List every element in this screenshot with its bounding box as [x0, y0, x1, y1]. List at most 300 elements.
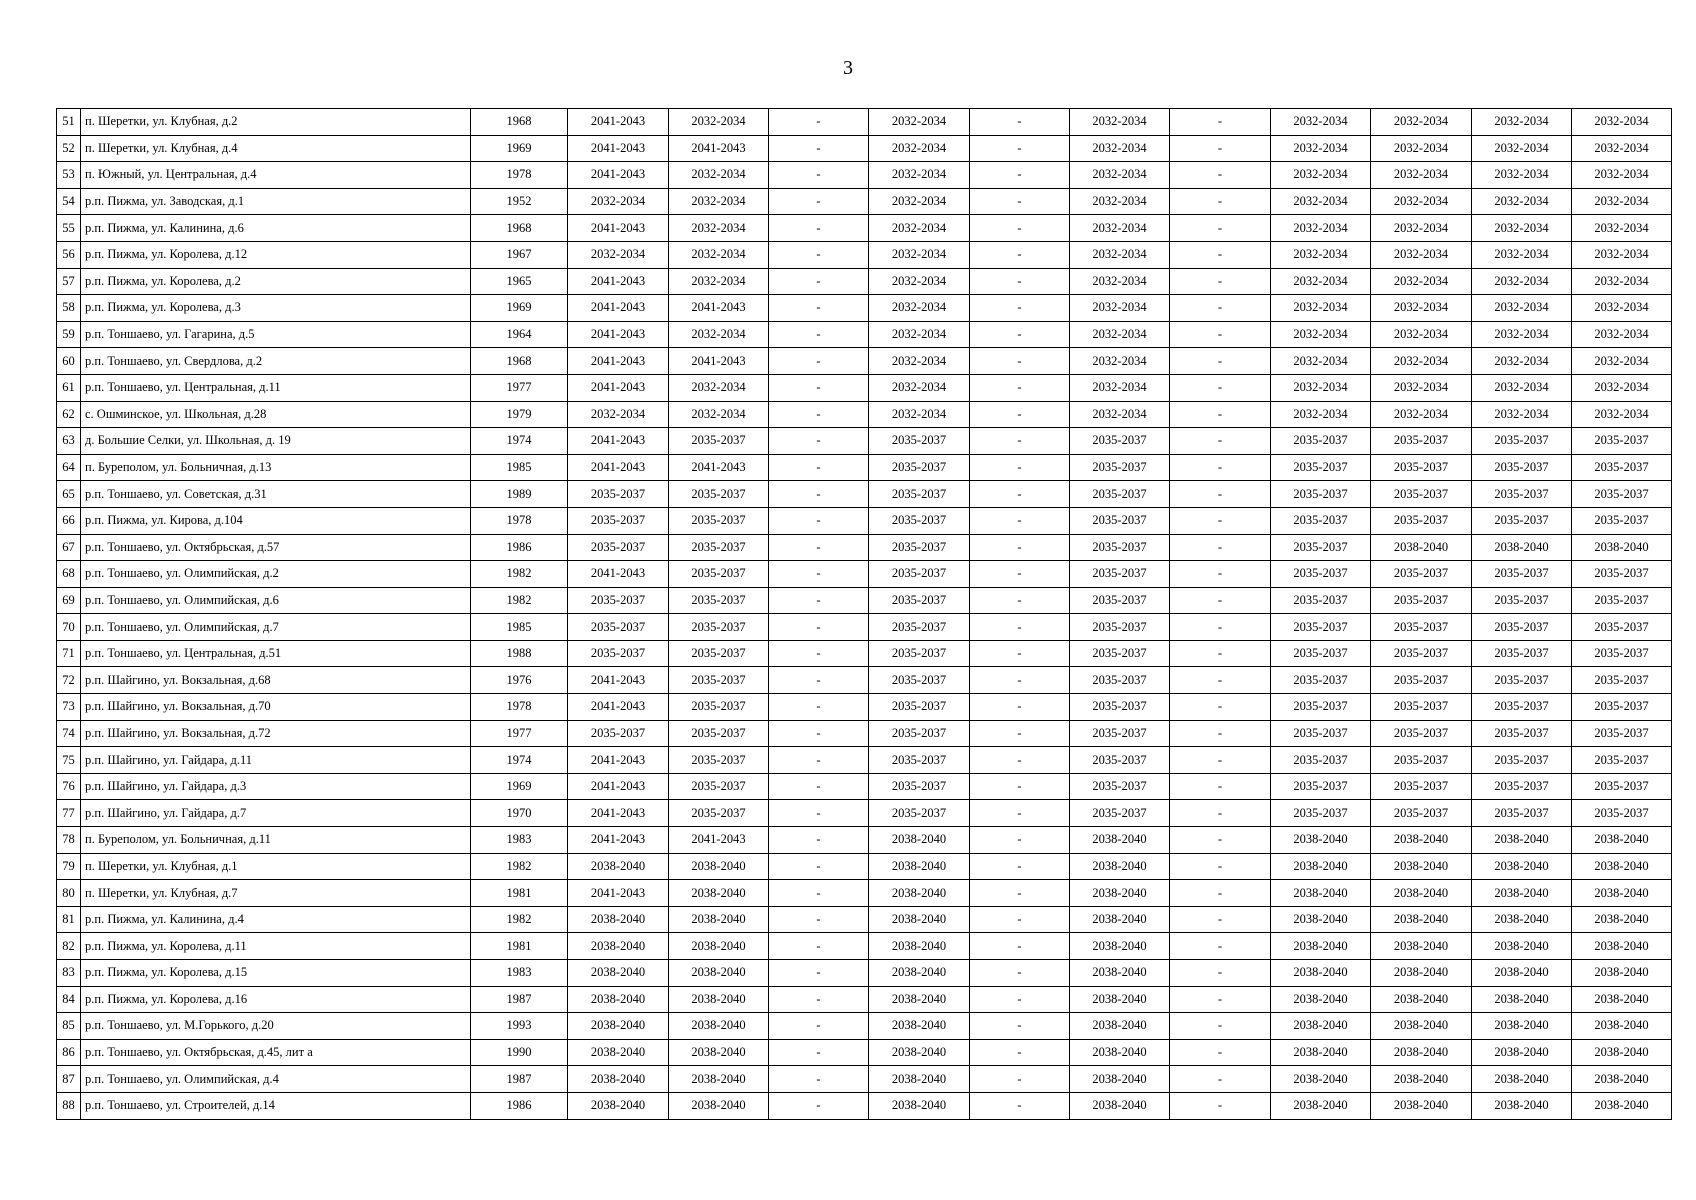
repair-schedule-table	[56, 108, 1672, 1120]
table-row	[57, 109, 1672, 136]
period-1-cell: 2041-2043	[568, 295, 669, 322]
period-11-cell: 2035-2037	[1572, 773, 1672, 800]
period-3-cell: -	[769, 561, 869, 588]
period-8-cell: 2038-2040	[1271, 827, 1371, 854]
period-10-cell: 2038-2040	[1472, 1092, 1572, 1119]
period-11-cell: 2035-2037	[1572, 481, 1672, 508]
period-9-cell: 2032-2034	[1371, 135, 1472, 162]
period-7-cell: -	[1170, 933, 1271, 960]
period-6-cell: 2038-2040	[1070, 827, 1170, 854]
period-4-cell: 2035-2037	[869, 507, 970, 534]
period-8-cell: 2032-2034	[1271, 295, 1371, 322]
period-6-cell: 2035-2037	[1070, 800, 1170, 827]
period-2-cell: 2035-2037	[669, 694, 769, 721]
period-6-cell: 2035-2037	[1070, 534, 1170, 561]
period-10-cell: 2032-2034	[1472, 374, 1572, 401]
table-row	[57, 933, 1672, 960]
build-year-cell: 1981	[471, 933, 568, 960]
period-11-cell: 2035-2037	[1572, 507, 1672, 534]
period-1-cell: 2038-2040	[568, 1039, 669, 1066]
period-3-cell: -	[769, 1066, 869, 1093]
period-3-cell: -	[769, 986, 869, 1013]
period-6-cell: 2032-2034	[1070, 321, 1170, 348]
period-10-cell: 2035-2037	[1472, 587, 1572, 614]
period-10-cell: 2032-2034	[1472, 109, 1572, 136]
period-1-cell: 2038-2040	[568, 853, 669, 880]
build-year-cell: 1983	[471, 960, 568, 987]
period-11-cell: 2038-2040	[1572, 853, 1672, 880]
row-number-cell: 56	[57, 241, 81, 268]
address-cell: р.п. Пижма, ул. Калинина, д.4	[81, 906, 471, 933]
period-6-cell: 2035-2037	[1070, 454, 1170, 481]
period-1-cell: 2038-2040	[568, 1092, 669, 1119]
period-7-cell: -	[1170, 481, 1271, 508]
period-5-cell: -	[970, 188, 1070, 215]
period-8-cell: 2032-2034	[1271, 188, 1371, 215]
period-9-cell: 2035-2037	[1371, 454, 1472, 481]
period-3-cell: -	[769, 667, 869, 694]
table-row	[57, 853, 1672, 880]
period-3-cell: -	[769, 428, 869, 455]
period-2-cell: 2038-2040	[669, 1039, 769, 1066]
period-5-cell: -	[970, 960, 1070, 987]
period-3-cell: -	[769, 694, 869, 721]
address-cell: р.п. Пижма, ул. Королева, д.3	[81, 295, 471, 322]
period-7-cell: -	[1170, 348, 1271, 375]
row-number-cell: 88	[57, 1092, 81, 1119]
period-2-cell: 2038-2040	[669, 853, 769, 880]
period-1-cell: 2035-2037	[568, 534, 669, 561]
row-number-cell: 57	[57, 268, 81, 295]
period-10-cell: 2032-2034	[1472, 135, 1572, 162]
period-2-cell: 2032-2034	[669, 109, 769, 136]
period-10-cell: 2032-2034	[1472, 268, 1572, 295]
period-7-cell: -	[1170, 109, 1271, 136]
period-9-cell: 2038-2040	[1371, 534, 1472, 561]
row-number-cell: 85	[57, 1013, 81, 1040]
period-6-cell: 2038-2040	[1070, 853, 1170, 880]
period-5-cell: -	[970, 1013, 1070, 1040]
period-7-cell: -	[1170, 188, 1271, 215]
period-5-cell: -	[970, 640, 1070, 667]
period-8-cell: 2035-2037	[1271, 640, 1371, 667]
row-number-cell: 79	[57, 853, 81, 880]
table-row	[57, 188, 1672, 215]
build-year-cell: 1952	[471, 188, 568, 215]
period-10-cell: 2038-2040	[1472, 853, 1572, 880]
period-4-cell: 2038-2040	[869, 1013, 970, 1040]
period-2-cell: 2035-2037	[669, 428, 769, 455]
build-year-cell: 1967	[471, 241, 568, 268]
period-4-cell: 2035-2037	[869, 428, 970, 455]
period-10-cell: 2038-2040	[1472, 534, 1572, 561]
period-1-cell: 2035-2037	[568, 507, 669, 534]
period-8-cell: 2035-2037	[1271, 614, 1371, 641]
row-number-cell: 84	[57, 986, 81, 1013]
period-3-cell: -	[769, 1039, 869, 1066]
period-8-cell: 2038-2040	[1271, 1092, 1371, 1119]
table-row	[57, 827, 1672, 854]
period-1-cell: 2041-2043	[568, 747, 669, 774]
period-10-cell: 2035-2037	[1472, 747, 1572, 774]
period-1-cell: 2038-2040	[568, 960, 669, 987]
period-6-cell: 2035-2037	[1070, 720, 1170, 747]
address-cell: р.п. Пижма, ул. Королева, д.11	[81, 933, 471, 960]
table-row	[57, 1066, 1672, 1093]
period-4-cell: 2035-2037	[869, 587, 970, 614]
period-8-cell: 2038-2040	[1271, 933, 1371, 960]
period-6-cell: 2038-2040	[1070, 880, 1170, 907]
build-year-cell: 1968	[471, 348, 568, 375]
period-4-cell: 2035-2037	[869, 534, 970, 561]
period-10-cell: 2035-2037	[1472, 428, 1572, 455]
period-11-cell: 2032-2034	[1572, 374, 1672, 401]
period-10-cell: 2032-2034	[1472, 162, 1572, 189]
period-6-cell: 2038-2040	[1070, 1066, 1170, 1093]
address-cell: п. Шеретки, ул. Клубная, д.1	[81, 853, 471, 880]
period-5-cell: -	[970, 1066, 1070, 1093]
build-year-cell: 1983	[471, 827, 568, 854]
period-11-cell: 2035-2037	[1572, 667, 1672, 694]
period-7-cell: -	[1170, 374, 1271, 401]
period-1-cell: 2041-2043	[568, 109, 669, 136]
row-number-cell: 87	[57, 1066, 81, 1093]
period-1-cell: 2041-2043	[568, 268, 669, 295]
period-3-cell: -	[769, 268, 869, 295]
period-10-cell: 2032-2034	[1472, 401, 1572, 428]
period-2-cell: 2035-2037	[669, 747, 769, 774]
period-9-cell: 2038-2040	[1371, 1092, 1472, 1119]
period-9-cell: 2038-2040	[1371, 933, 1472, 960]
period-1-cell: 2038-2040	[568, 1013, 669, 1040]
build-year-cell: 1978	[471, 162, 568, 189]
row-number-cell: 75	[57, 747, 81, 774]
row-number-cell: 59	[57, 321, 81, 348]
build-year-cell: 1986	[471, 1092, 568, 1119]
period-3-cell: -	[769, 614, 869, 641]
table-row	[57, 481, 1672, 508]
period-8-cell: 2032-2034	[1271, 321, 1371, 348]
address-cell: р.п. Тоншаево, ул. Олимпийская, д.7	[81, 614, 471, 641]
build-year-cell: 1982	[471, 587, 568, 614]
period-1-cell: 2032-2034	[568, 401, 669, 428]
build-year-cell: 1986	[471, 534, 568, 561]
period-4-cell: 2035-2037	[869, 640, 970, 667]
row-number-cell: 64	[57, 454, 81, 481]
address-cell: р.п. Тоншаево, ул. Октябрьская, д.57	[81, 534, 471, 561]
period-1-cell: 2041-2043	[568, 321, 669, 348]
build-year-cell: 1981	[471, 880, 568, 907]
address-cell: п. Шеретки, ул. Клубная, д.7	[81, 880, 471, 907]
row-number-cell: 77	[57, 800, 81, 827]
period-3-cell: -	[769, 800, 869, 827]
address-cell: п. Буреполом, ул. Больничная, д.13	[81, 454, 471, 481]
address-cell: д. Большие Селки, ул. Школьная, д. 19	[81, 428, 471, 455]
period-10-cell: 2038-2040	[1472, 1039, 1572, 1066]
build-year-cell: 1977	[471, 720, 568, 747]
build-year-cell: 1979	[471, 401, 568, 428]
period-1-cell: 2041-2043	[568, 348, 669, 375]
period-10-cell: 2032-2034	[1472, 321, 1572, 348]
build-year-cell: 1982	[471, 561, 568, 588]
period-6-cell: 2038-2040	[1070, 1013, 1170, 1040]
period-11-cell: 2035-2037	[1572, 587, 1672, 614]
period-11-cell: 2038-2040	[1572, 1066, 1672, 1093]
period-2-cell: 2032-2034	[669, 401, 769, 428]
period-5-cell: -	[970, 933, 1070, 960]
period-5-cell: -	[970, 401, 1070, 428]
period-7-cell: -	[1170, 667, 1271, 694]
row-number-cell: 52	[57, 135, 81, 162]
table-row	[57, 454, 1672, 481]
period-1-cell: 2041-2043	[568, 827, 669, 854]
period-11-cell: 2035-2037	[1572, 640, 1672, 667]
period-11-cell: 2038-2040	[1572, 906, 1672, 933]
period-2-cell: 2038-2040	[669, 906, 769, 933]
row-number-cell: 66	[57, 507, 81, 534]
period-1-cell: 2041-2043	[568, 694, 669, 721]
period-3-cell: -	[769, 162, 869, 189]
period-7-cell: -	[1170, 534, 1271, 561]
period-7-cell: -	[1170, 587, 1271, 614]
period-7-cell: -	[1170, 773, 1271, 800]
period-11-cell: 2035-2037	[1572, 694, 1672, 721]
period-7-cell: -	[1170, 720, 1271, 747]
period-1-cell: 2041-2043	[568, 454, 669, 481]
period-3-cell: -	[769, 295, 869, 322]
address-cell: р.п. Шайгино, ул. Гайдара, д.11	[81, 747, 471, 774]
period-6-cell: 2032-2034	[1070, 374, 1170, 401]
period-5-cell: -	[970, 827, 1070, 854]
table-row	[57, 747, 1672, 774]
period-2-cell: 2032-2034	[669, 241, 769, 268]
address-cell: п. Буреполом, ул. Больничная, д.11	[81, 827, 471, 854]
period-6-cell: 2035-2037	[1070, 667, 1170, 694]
period-3-cell: -	[769, 960, 869, 987]
period-8-cell: 2032-2034	[1271, 162, 1371, 189]
period-1-cell: 2038-2040	[568, 986, 669, 1013]
address-cell: р.п. Тоншаево, ул. Гагарина, д.5	[81, 321, 471, 348]
period-4-cell: 2035-2037	[869, 481, 970, 508]
period-3-cell: -	[769, 1013, 869, 1040]
period-9-cell: 2035-2037	[1371, 507, 1472, 534]
address-cell: р.п. Тоншаево, ул. Центральная, д.11	[81, 374, 471, 401]
period-3-cell: -	[769, 1092, 869, 1119]
period-1-cell: 2032-2034	[568, 241, 669, 268]
table-row	[57, 1013, 1672, 1040]
table-row	[57, 1092, 1672, 1119]
period-11-cell: 2032-2034	[1572, 268, 1672, 295]
period-3-cell: -	[769, 188, 869, 215]
address-cell: п. Шеретки, ул. Клубная, д.2	[81, 109, 471, 136]
period-8-cell: 2032-2034	[1271, 374, 1371, 401]
address-cell: с. Ошминское, ул. Школьная, д.28	[81, 401, 471, 428]
period-1-cell: 2041-2043	[568, 800, 669, 827]
period-8-cell: 2038-2040	[1271, 1039, 1371, 1066]
period-6-cell: 2035-2037	[1070, 747, 1170, 774]
period-5-cell: -	[970, 561, 1070, 588]
period-7-cell: -	[1170, 1013, 1271, 1040]
period-6-cell: 2035-2037	[1070, 614, 1170, 641]
period-2-cell: 2038-2040	[669, 1066, 769, 1093]
period-2-cell: 2038-2040	[669, 986, 769, 1013]
period-8-cell: 2035-2037	[1271, 481, 1371, 508]
period-5-cell: -	[970, 135, 1070, 162]
table-row	[57, 162, 1672, 189]
period-8-cell: 2032-2034	[1271, 268, 1371, 295]
row-number-cell: 51	[57, 109, 81, 136]
period-11-cell: 2038-2040	[1572, 1013, 1672, 1040]
period-10-cell: 2032-2034	[1472, 348, 1572, 375]
period-7-cell: -	[1170, 507, 1271, 534]
row-number-cell: 83	[57, 960, 81, 987]
period-2-cell: 2038-2040	[669, 1092, 769, 1119]
period-4-cell: 2038-2040	[869, 1092, 970, 1119]
period-11-cell: 2032-2034	[1572, 241, 1672, 268]
row-number-cell: 76	[57, 773, 81, 800]
period-1-cell: 2038-2040	[568, 933, 669, 960]
period-6-cell: 2032-2034	[1070, 162, 1170, 189]
period-6-cell: 2035-2037	[1070, 428, 1170, 455]
build-year-cell: 1976	[471, 667, 568, 694]
row-number-cell: 58	[57, 295, 81, 322]
period-4-cell: 2032-2034	[869, 321, 970, 348]
row-number-cell: 68	[57, 561, 81, 588]
period-3-cell: -	[769, 348, 869, 375]
period-2-cell: 2035-2037	[669, 667, 769, 694]
period-4-cell: 2035-2037	[869, 454, 970, 481]
period-11-cell: 2032-2034	[1572, 215, 1672, 242]
period-1-cell: 2041-2043	[568, 215, 669, 242]
period-9-cell: 2035-2037	[1371, 561, 1472, 588]
period-3-cell: -	[769, 773, 869, 800]
row-number-cell: 53	[57, 162, 81, 189]
period-4-cell: 2038-2040	[869, 827, 970, 854]
period-7-cell: -	[1170, 694, 1271, 721]
period-10-cell: 2035-2037	[1472, 640, 1572, 667]
period-6-cell: 2035-2037	[1070, 481, 1170, 508]
period-10-cell: 2038-2040	[1472, 933, 1572, 960]
period-11-cell: 2035-2037	[1572, 614, 1672, 641]
table-row	[57, 241, 1672, 268]
period-3-cell: -	[769, 215, 869, 242]
period-11-cell: 2038-2040	[1572, 960, 1672, 987]
address-cell: р.п. Тоншаево, ул. М.Горького, д.20	[81, 1013, 471, 1040]
period-6-cell: 2032-2034	[1070, 268, 1170, 295]
period-7-cell: -	[1170, 428, 1271, 455]
period-2-cell: 2035-2037	[669, 640, 769, 667]
period-5-cell: -	[970, 720, 1070, 747]
period-9-cell: 2038-2040	[1371, 853, 1472, 880]
period-5-cell: -	[970, 321, 1070, 348]
period-11-cell: 2035-2037	[1572, 428, 1672, 455]
period-5-cell: -	[970, 986, 1070, 1013]
period-5-cell: -	[970, 215, 1070, 242]
period-8-cell: 2035-2037	[1271, 720, 1371, 747]
period-7-cell: -	[1170, 747, 1271, 774]
period-4-cell: 2035-2037	[869, 667, 970, 694]
period-9-cell: 2038-2040	[1371, 880, 1472, 907]
period-4-cell: 2035-2037	[869, 694, 970, 721]
period-8-cell: 2035-2037	[1271, 428, 1371, 455]
period-5-cell: -	[970, 694, 1070, 721]
period-6-cell: 2032-2034	[1070, 135, 1170, 162]
table-body	[57, 109, 1672, 1120]
period-3-cell: -	[769, 401, 869, 428]
build-year-cell: 1985	[471, 454, 568, 481]
period-7-cell: -	[1170, 135, 1271, 162]
period-10-cell: 2038-2040	[1472, 880, 1572, 907]
table-row	[57, 268, 1672, 295]
table-row	[57, 720, 1672, 747]
period-5-cell: -	[970, 268, 1070, 295]
period-9-cell: 2032-2034	[1371, 188, 1472, 215]
period-3-cell: -	[769, 880, 869, 907]
period-4-cell: 2038-2040	[869, 960, 970, 987]
period-11-cell: 2032-2034	[1572, 321, 1672, 348]
period-5-cell: -	[970, 587, 1070, 614]
row-number-cell: 72	[57, 667, 81, 694]
build-year-cell: 1993	[471, 1013, 568, 1040]
period-9-cell: 2035-2037	[1371, 800, 1472, 827]
build-year-cell: 1974	[471, 428, 568, 455]
period-11-cell: 2032-2034	[1572, 348, 1672, 375]
period-2-cell: 2035-2037	[669, 773, 769, 800]
period-11-cell: 2032-2034	[1572, 135, 1672, 162]
period-8-cell: 2038-2040	[1271, 880, 1371, 907]
period-7-cell: -	[1170, 827, 1271, 854]
period-2-cell: 2032-2034	[669, 268, 769, 295]
period-8-cell: 2032-2034	[1271, 109, 1371, 136]
period-9-cell: 2032-2034	[1371, 109, 1472, 136]
table-row	[57, 561, 1672, 588]
period-8-cell: 2035-2037	[1271, 454, 1371, 481]
period-5-cell: -	[970, 1092, 1070, 1119]
period-8-cell: 2032-2034	[1271, 135, 1371, 162]
period-10-cell: 2032-2034	[1472, 241, 1572, 268]
build-year-cell: 1969	[471, 295, 568, 322]
period-7-cell: -	[1170, 241, 1271, 268]
period-11-cell: 2038-2040	[1572, 1092, 1672, 1119]
address-cell: р.п. Пижма, ул. Калинина, д.6	[81, 215, 471, 242]
period-5-cell: -	[970, 481, 1070, 508]
period-3-cell: -	[769, 853, 869, 880]
period-10-cell: 2038-2040	[1472, 1013, 1572, 1040]
period-9-cell: 2032-2034	[1371, 374, 1472, 401]
table-row	[57, 428, 1672, 455]
period-1-cell: 2041-2043	[568, 135, 669, 162]
period-3-cell: -	[769, 135, 869, 162]
period-10-cell: 2035-2037	[1472, 561, 1572, 588]
period-4-cell: 2032-2034	[869, 109, 970, 136]
period-4-cell: 2032-2034	[869, 215, 970, 242]
period-4-cell: 2032-2034	[869, 241, 970, 268]
row-number-cell: 67	[57, 534, 81, 561]
period-4-cell: 2032-2034	[869, 374, 970, 401]
period-7-cell: -	[1170, 853, 1271, 880]
period-8-cell: 2032-2034	[1271, 215, 1371, 242]
period-2-cell: 2038-2040	[669, 880, 769, 907]
period-5-cell: -	[970, 428, 1070, 455]
period-10-cell: 2035-2037	[1472, 800, 1572, 827]
period-8-cell: 2038-2040	[1271, 853, 1371, 880]
period-6-cell: 2032-2034	[1070, 348, 1170, 375]
period-3-cell: -	[769, 534, 869, 561]
period-8-cell: 2032-2034	[1271, 401, 1371, 428]
build-year-cell: 1964	[471, 321, 568, 348]
build-year-cell: 1987	[471, 1066, 568, 1093]
period-10-cell: 2038-2040	[1472, 827, 1572, 854]
